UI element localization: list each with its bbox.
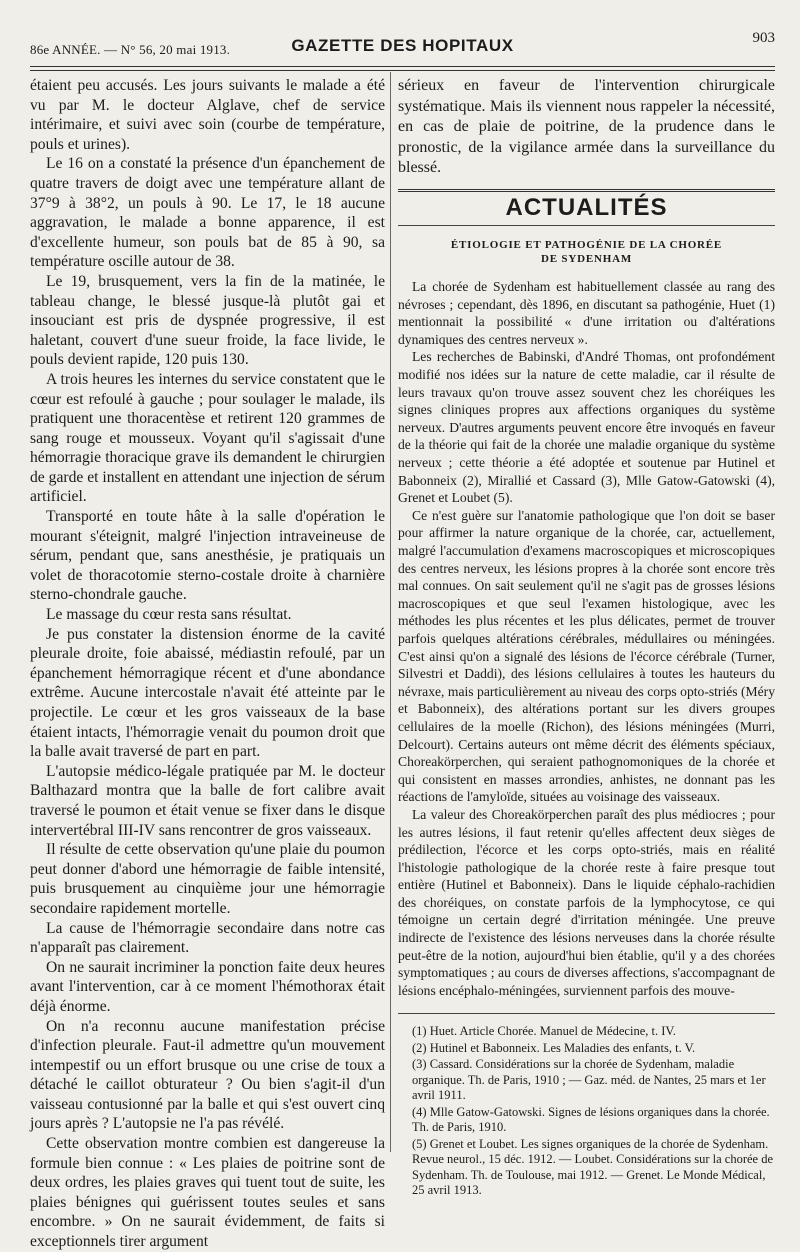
paragraph: La valeur des Choreakörperchen paraît des plus médiocres ; pour les autres lésions, il faut retenir qu'elles affectent deux sièges de prédilection, l'écorce et les corps opto-striés, mais en réalité l'histologie pathologique de la chorée reste à faire presque tout entière (Hutinel et Babonneix). Dans le liquide céphalo-rachidien des choréiques, on constate parfois de la lymphocytose, ce qui témoigne un certain degré d'irritation méningée. Une preuve indirecte de l'existence des lésions nerveuses dans la chorée résulte peut-être de la notion, aujourd'hui bien établie, qu'il y a des chorées symptomatiques ; au cours de diverses affections, s'accompagnant de lésions encéphalo-méningées, surviennent parfois des mouve-	[398, 806, 775, 998]
article-title-line: DE SYDENHAM	[541, 253, 632, 266]
section-title: ACTUALITÉS	[505, 193, 668, 221]
page-header	[30, 28, 775, 62]
paragraph: Le 19, brusquement, vers la fin de la matinée, le tableau change, le blessé jusque-là plutôt gai et insouciant est pris de dyspnée progressive, il est haletant, couvert d'une sueur froide, la face livide, le pouls devient rapide, 120 puis 130.	[30, 272, 385, 369]
page-number: 903	[752, 30, 775, 46]
paragraph: La chorée de Sydenham est habituellement classée au rang des névroses ; cependant, dès 1896, en discutant sa pathogénie, Huet (1) mentionnait la possibilité « d'une irritation ou d'altérations dynamiques des centres nerveux ».	[398, 279, 775, 347]
section-rule	[398, 189, 775, 192]
paragraph: La cause de l'hémorragie secondaire dans notre cas n'apparaît pas clairement.	[30, 919, 385, 957]
paragraph: Les recherches de Babinski, d'André Thomas, ont profondément modifié nos idées sur la nature de cette maladie, car il résulte de leurs travaux qu'on trouve assez souvent chez les choréiques les signes cliniques propres aux affections organiques du système nerveux. D'autres arguments peuvent encore être invoqués en faveur de la théorie qui fait de la chorée une maladie organique du système nerveux ; cette théorie a été adoptée et soutenue par Hutinel et Babonneix (2), Mirallié et Cassard (3), Mlle Gatow-Gatowski (4), Grenet et Loubet (5).	[398, 349, 775, 506]
article-title	[398, 238, 775, 266]
footnote: (5) Grenet et Loubet. Les signes organiques de la chorée de Sydenham. Revue neurol., 15 déc. 1912. — Loubet. Considérations sur la chorée de Sydenham. Th. de Toulouse, mai 1912. — Grenet. Le Monde Médical, 25 avril 1913.	[412, 1136, 774, 1198]
header-rule-2	[30, 70, 775, 71]
paragraph: On n'a reconnu aucune manifestation précise d'infection pleurale. Faut-il admettre qu'un mouvement intempestif ou un effort brusque ou une crise de toux a détaché le caillot obturateur ? Ou bien s'agit-il d'un vaisseau contusionné par la balle et qui s'est ouvert cinq jours après ? L'autopsie ne l'a pas révélé.	[30, 1017, 385, 1133]
footnote: (4) Mlle Gatow-Gatowski. Signes de lésions organiques dans la chorée. Th. de Paris, 1910.	[412, 1104, 770, 1135]
lead-paragraph: sérieux en faveur de l'intervention chirurgicale systématique. Mais ils viennent nous rappeler la nécessité, en cas de plaie de poitrine, de la prudence dans le pronostic, de la vigilance armée dans la surveillance du blessé.	[398, 77, 775, 176]
paragraph: Il résulte de cette observation qu'une plaie du poumon peut donner d'abord une hémorragie de faible intensité, puis brusquement au cinquième jour une hémorragie secondaire rapidement mortelle.	[30, 841, 385, 917]
footnote: (2) Hutinel et Babonneix. Les Maladies des enfants, t. V.	[412, 1040, 696, 1055]
paragraph: Je pus constater la distension énorme de la cavité pleurale droite, foie abaissé, médiastin refoulé, par un épanchement hémorragique récent et d'une abondance extrême. Aucune intercostale n'avait été atteinte par le projectile. Le cœur et les gros vaisseaux de la base étaient intacts, l'hémorragie venait du poumon droit que la balle avait traversé de part en part.	[30, 625, 385, 761]
footnote-rule	[398, 1013, 775, 1014]
footnote: (1) Huet. Article Chorée. Manuel de Médecine, t. IV.	[412, 1024, 676, 1039]
paragraph: Cette observation montre combien est dangereuse la formule bien connue : « Les plaies de poitrine sont de deux ordres, les plaies graves qui tuent tout de suite, les plaies bénignes qui guérissent toutes seules et sans encombre. » On ne saurait évidemment, de faits si exceptionnels tirer argument	[30, 1135, 385, 1251]
paragraph: Le 16 on a constaté la présence d'un épanchement de quatre travers de doigt avec une température allant de 37°9 à 38°2, un pouls à 90. Le 17, le 18 aucune aggravation, le malade a bonne apparence, il est d'excellente humeur, son pouls bat de 85 à 90, sa température oscille autour de 38.	[30, 155, 385, 271]
issue-info: 86e ANNÉE. — N° 56, 20 mai 1913.	[30, 42, 231, 57]
column-divider	[390, 72, 391, 1152]
paragraph: étaient peu accusés. Les jours suivants le malade a été vu par M. le docteur Alglave, chef de service intérimaire, et suivi avec soin (courbe de température, pouls et urines).	[30, 77, 385, 153]
header-rule	[30, 66, 775, 67]
paragraph: Le massage du cœur resta sans résultat.	[46, 606, 292, 624]
lead-block	[398, 76, 775, 179]
paragraph: Transporté en toute hâte à la salle d'opération le mourant s'éteignit, malgré l'injection intraveineuse de sérum, pendant que, sans anesthésie, je pratiquais un volet de thoracotomie sterno-costale droite à charnière sterno-chondrale gauche.	[30, 508, 385, 604]
footnote: (3) Cassard. Considérations sur la chorée de Sydenham, maladie organique. Th. de Paris, 1910 ; — Gaz. méd. de Nantes, 25 mars et 1er avril 1911.	[412, 1057, 766, 1103]
footnotes	[398, 1024, 775, 1199]
paragraph: Ce n'est guère sur l'anatomie pathologique que l'on doit se baser pour affirmer la nature organique de la chorée, car, actuellement, malgré l'accumulation d'examens macroscopiques et microscopiques des centres nerveux, les lésions propres à la chorée sont encore très mal connues. On sait seulement qu'il ne s'agit pas de grosses lésions macroscopiques et que seul l'examen histologique, avec les méthodes les plus récentes et les plus délicates, permet de trouver parfois quelques altérations cérébrales, médullaires ou méningées. C'est ainsi qu'on a signalé des lésions de l'écorce cérébrale (Turner, Silvestri et Daddi), des lésions cellulaires à toutes les hauteurs du névraxe, mais particulièrement au niveau des corps opto-striés (Méry et Babonneix), des altérations portant sur les divers groupes cellulaires de la moelle (Richon), des lésions méningées (Murri, Delcourt). Certains auteurs ont même décrit des éléments spéciaux, Choreakörperchen, qui seraient pathognomoniques de la chorée et qui consistent en masses arrondies, anhistes, ne donnant pas les réactions de l'amyloïde, situées au voisinage des vaisseaux.	[398, 507, 775, 805]
paragraph: A trois heures les internes du service constatent que le cœur est refoulé à gauche ; pour soulager le malade, ils pratiquent une thoracentèse et retirent 120 grammes de sang rouge et mousseux. Voyant qu'il s'agissait d'une hémorragie thoracique grave ils demandent le chirurgien de garde et installent en attendant une injection de sérum artificiel.	[30, 370, 385, 506]
journal-title: GAZETTE DES HOPITAUX	[291, 36, 514, 55]
left-column	[30, 76, 385, 1252]
right-column	[398, 76, 775, 1200]
section-rule-bottom	[398, 225, 775, 226]
article-body	[398, 278, 775, 999]
paragraph: L'autopsie médico-légale pratiquée par M. le docteur Balthazard montra que la balle de fort calibre avait traversé le poumon et était venue se fixer dans le disque intervertébral III-IV sans rencontrer de gros vaisseaux.	[30, 762, 385, 839]
paragraph: On ne saurait incriminer la ponction faite deux heures avant l'intervention, car à ce moment l'hémothorax était déjà énorme.	[30, 958, 385, 1015]
article-title-line: ÉTIOLOGIE ET PATHOGÉNIE DE LA CHORÉE	[450, 239, 723, 252]
